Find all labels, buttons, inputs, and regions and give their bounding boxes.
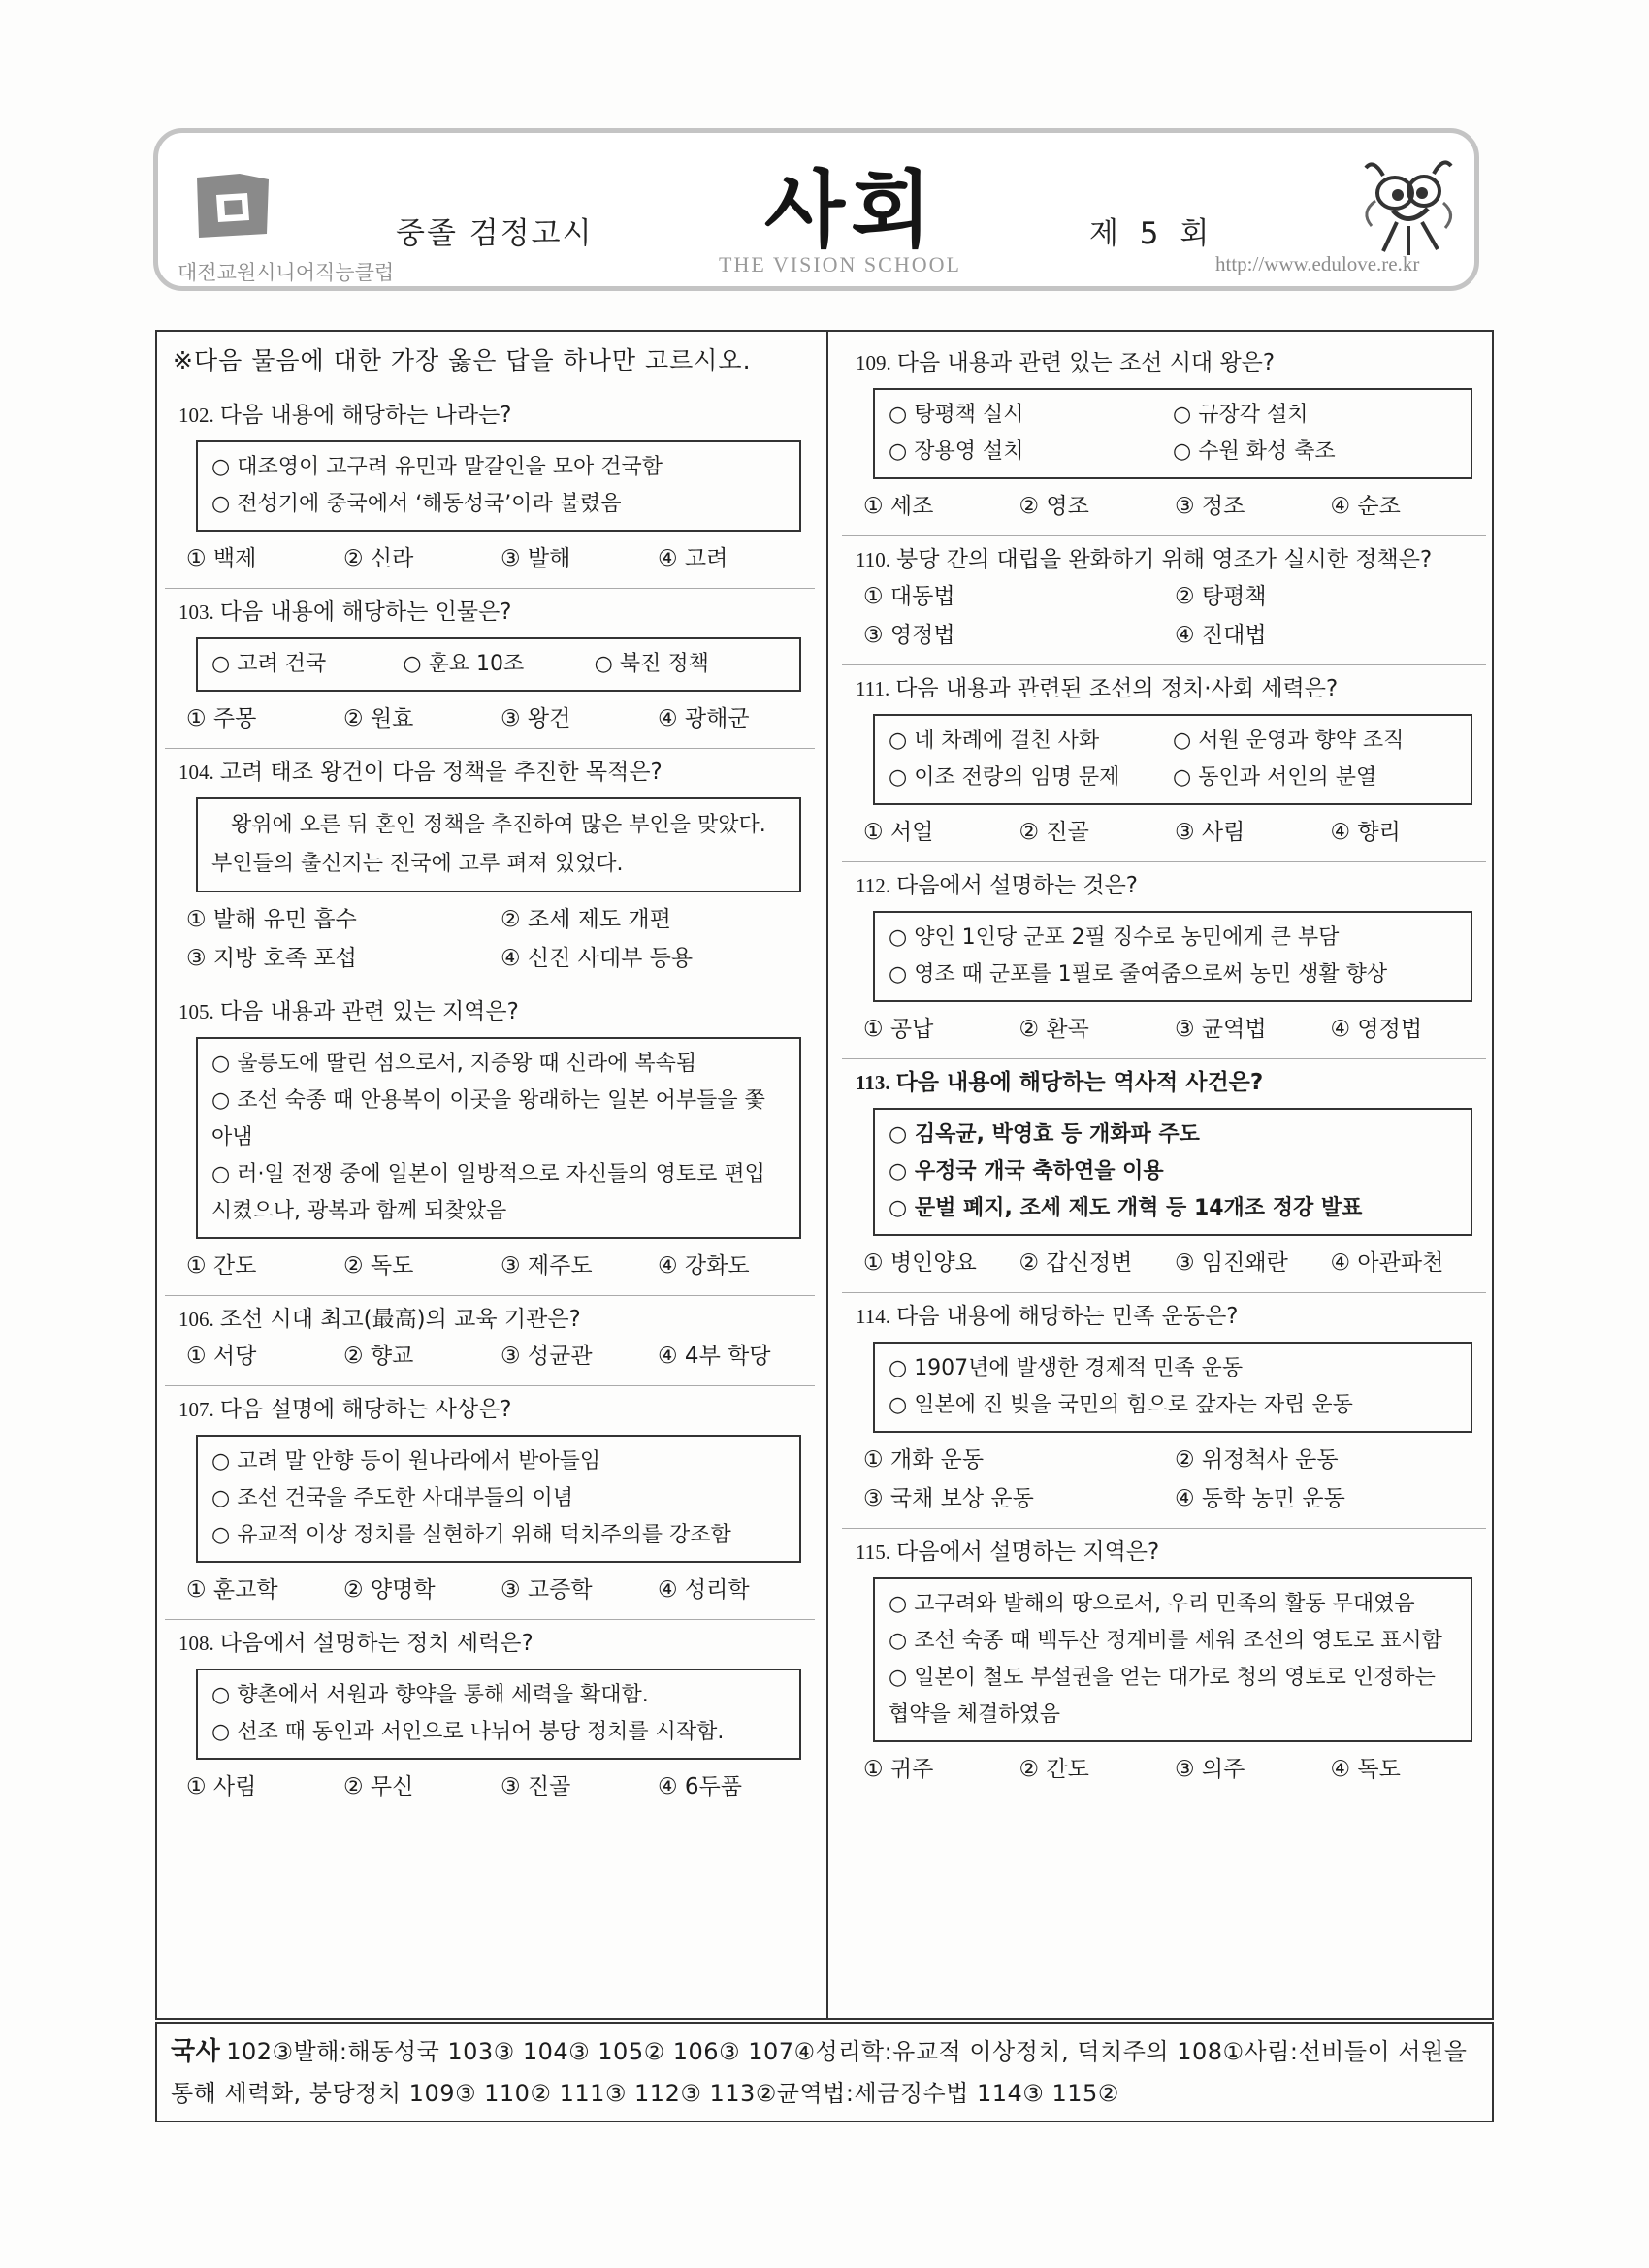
box-line: ○ 고려 말 안향 등이 원나라에서 받아들임 xyxy=(211,1449,601,1474)
question-text: 조선 시대 최고(最高)의 교육 기관은? xyxy=(219,1307,581,1332)
choice-4[interactable]: ④ 고려 xyxy=(658,546,728,571)
choice-2[interactable]: ② 독도 xyxy=(343,1253,414,1279)
box-line: ○ 1907년에 발생한 경제적 민족 운동 xyxy=(889,1356,1244,1380)
box-line: ○ 규장각 설치 xyxy=(1173,403,1309,427)
choice-3[interactable]: ③ 사림 xyxy=(1175,820,1245,845)
box-line: ○ 네 차례에 걸친 사화 xyxy=(889,729,1100,753)
question-number: 114. xyxy=(856,1305,890,1328)
question-108 xyxy=(165,1619,815,1816)
question-box: 왕위에 오른 뒤 혼인 정책을 추진하여 많은 부인을 맞았다. 부인들의 출신지는 전국에 고루 펴져 있었다. xyxy=(196,797,801,892)
answer-key-label: 국사 xyxy=(171,2037,221,2066)
choice-3[interactable]: ③ 왕건 xyxy=(501,706,571,731)
question-sheet xyxy=(155,330,1494,2020)
choice-3[interactable]: ③ 고증학 xyxy=(501,1577,593,1603)
choice-4[interactable]: ④ 광해군 xyxy=(658,706,750,731)
choice-3[interactable]: ③ 제주도 xyxy=(501,1253,593,1279)
question-text: 다음에서 설명하는 것은? xyxy=(895,873,1138,898)
box-line: ○ 대조영이 고구려 유민과 말갈인을 모아 건국함 xyxy=(211,455,663,479)
choice-4[interactable]: ④ 4부 학당 xyxy=(658,1344,771,1369)
box-line: ○ 고구려와 발해의 땅으로서, 우리 민족의 활동 무대였음 xyxy=(889,1592,1415,1616)
question-text: 붕당 간의 대립을 완화하기 위해 영조가 실시한 정책은? xyxy=(895,547,1433,572)
choice-3[interactable]: ③ 발해 xyxy=(501,546,571,571)
choice-1[interactable]: ① 귀주 xyxy=(863,1757,934,1782)
choice-1[interactable]: ① 세조 xyxy=(863,494,934,519)
question-number: 106. xyxy=(178,1308,214,1331)
question-text: 다음에서 설명하는 정치 세력은? xyxy=(219,1631,534,1656)
question-number: 104. xyxy=(178,761,214,784)
choice-3[interactable]: ③ 진골 xyxy=(501,1774,571,1799)
question-115 xyxy=(842,1528,1486,1798)
choice-2[interactable]: ② 조세 제도 개편 xyxy=(501,907,671,932)
choice-4[interactable]: ④ 순조 xyxy=(1330,494,1401,519)
box-line: ○ 훈요 10조 xyxy=(403,652,525,676)
box-line: ○ 울릉도에 딸린 섬으로서, 지증왕 때 신라에 복속됨 xyxy=(211,1052,697,1076)
box-line: ○ 조선 건국을 주도한 사대부들의 이념 xyxy=(211,1486,573,1510)
question-box xyxy=(196,1669,801,1760)
choice-3[interactable]: ③ 임진왜란 xyxy=(1175,1250,1288,1276)
question-text: 다음에서 설명하는 지역은? xyxy=(895,1539,1160,1565)
choice-3[interactable]: ③ 영정법 xyxy=(863,623,955,648)
choice-4[interactable]: ④ 진대법 xyxy=(1175,623,1267,648)
choice-1[interactable]: ① 공납 xyxy=(863,1017,934,1042)
right-column xyxy=(842,332,1486,1798)
choice-4[interactable]: ④ 6두품 xyxy=(658,1774,742,1799)
choice-4[interactable]: ④ 영정법 xyxy=(1330,1017,1423,1042)
choice-1[interactable]: ① 훈고학 xyxy=(186,1577,278,1603)
choice-1[interactable]: ① 대동법 xyxy=(863,584,955,609)
question-text: 다음 내용과 관련 있는 지역은? xyxy=(219,999,519,1024)
column-divider xyxy=(826,332,828,2020)
question-box xyxy=(873,1342,1472,1433)
question-number: 115. xyxy=(856,1540,890,1564)
question-113 xyxy=(842,1058,1486,1292)
choice-4[interactable]: ④ 강화도 xyxy=(658,1253,750,1279)
choice-2[interactable]: ② 위정척사 운동 xyxy=(1175,1447,1339,1473)
subject-title: 사회 xyxy=(764,162,938,259)
box-line: ○ 장용영 설치 xyxy=(889,439,1024,464)
question-box xyxy=(196,637,801,692)
question-number: 112. xyxy=(856,874,890,897)
exam-name: 중졸 검정고시 xyxy=(396,216,594,251)
choice-1[interactable]: ① 사림 xyxy=(186,1774,257,1799)
choice-1[interactable]: ① 백제 xyxy=(186,546,257,571)
question-text: 다음 내용과 관련 있는 조선 시대 왕은? xyxy=(896,350,1276,375)
question-104 xyxy=(165,748,815,988)
question-text: 고려 태조 왕건이 다음 정책을 추진한 목적은? xyxy=(219,760,663,785)
left-column xyxy=(165,332,815,1816)
question-text: 다음 설명에 해당하는 사상은? xyxy=(219,1397,512,1422)
question-number: 113. xyxy=(856,1071,890,1094)
box-line: ○ 우정국 개국 축하연을 이용 xyxy=(889,1159,1164,1183)
choice-3[interactable]: ③ 정조 xyxy=(1175,494,1245,519)
choice-3[interactable]: ③ 균역법 xyxy=(1175,1017,1267,1042)
exam-round: 제 5 회 xyxy=(1089,216,1215,251)
choice-1[interactable]: ① 서얼 xyxy=(863,820,934,845)
box-line: ○ 조선 숙종 때 안용복이 이곳을 왕래하는 일본 어부들을 쫓아냄 xyxy=(211,1088,765,1150)
choice-2[interactable]: ② 진골 xyxy=(1018,820,1089,845)
choice-2[interactable]: ② 신라 xyxy=(343,546,414,571)
question-number: 103. xyxy=(178,600,214,624)
box-line: ○ 양인 1인당 군포 2필 징수로 농민에게 큰 부담 xyxy=(889,925,1340,950)
choice-2[interactable]: ② 향교 xyxy=(343,1344,414,1369)
choice-2[interactable]: ② 탕평책 xyxy=(1175,584,1267,609)
question-text: 다음 내용에 해당하는 나라는? xyxy=(219,403,512,428)
choice-3[interactable]: ③ 지방 호족 포섭 xyxy=(186,946,357,971)
choice-4[interactable]: ④ 동학 농민 운동 xyxy=(1175,1486,1345,1511)
choice-1[interactable]: ① 주몽 xyxy=(186,706,257,731)
question-text: 다음 내용에 해당하는 역사적 사건은? xyxy=(895,1070,1264,1095)
box-line: ○ 수원 화성 축조 xyxy=(1173,439,1336,464)
question-111 xyxy=(842,664,1486,861)
choice-2[interactable]: ② 환곡 xyxy=(1018,1017,1089,1042)
exam-header xyxy=(153,128,1479,291)
question-107 xyxy=(165,1385,815,1619)
choice-4[interactable]: ④ 향리 xyxy=(1330,820,1401,845)
question-box xyxy=(873,714,1472,805)
question-103 xyxy=(165,588,815,748)
question-text: 다음 내용에 해당하는 인물은? xyxy=(219,599,512,625)
website-url: http://www.edulove.re.kr xyxy=(1215,252,1420,275)
question-number: 108. xyxy=(178,1632,214,1655)
choice-1[interactable]: ① 서당 xyxy=(186,1344,257,1369)
box-line: ○ 이조 전랑의 임명 문제 xyxy=(889,765,1120,790)
choice-4[interactable]: ④ 아관파천 xyxy=(1330,1250,1444,1276)
instruction: ※다음 물음에 대한 가장 옳은 답을 하나만 고르시오. xyxy=(173,346,752,374)
question-106 xyxy=(165,1295,815,1385)
club-logo-icon xyxy=(191,170,275,243)
question-114 xyxy=(842,1292,1486,1528)
choice-2[interactable]: ② 무신 xyxy=(343,1774,414,1799)
question-number: 107. xyxy=(178,1398,214,1421)
mascot-icon xyxy=(1354,154,1461,261)
question-box xyxy=(196,440,801,532)
question-number: 110. xyxy=(856,548,890,571)
choice-3[interactable]: ③ 국채 보상 운동 xyxy=(863,1486,1034,1511)
choice-2[interactable]: ② 갑신정변 xyxy=(1018,1250,1133,1276)
box-line: ○ 향촌에서 서원과 향약을 통해 세력을 확대함. xyxy=(211,1683,649,1707)
choice-1[interactable]: ① 병인양요 xyxy=(863,1250,977,1276)
choice-1[interactable]: ① 개화 운동 xyxy=(863,1447,985,1473)
box-line: ○ 김옥균, 박영효 등 개화파 주도 xyxy=(889,1122,1200,1147)
choice-2[interactable]: ② 원효 xyxy=(343,706,414,731)
answer-key xyxy=(155,2022,1494,2122)
box-line: ○ 동인과 서인의 분열 xyxy=(1173,765,1377,790)
question-109 xyxy=(842,332,1486,535)
box-line: ○ 영조 때 군포를 1필로 줄여줌으로써 농민 생활 향상 xyxy=(889,962,1388,987)
box-line: ○ 조선 숙종 때 백두산 정계비를 세워 조선의 영토로 표시함 xyxy=(889,1629,1442,1653)
choice-2[interactable]: ② 양명학 xyxy=(343,1577,436,1603)
question-102 xyxy=(165,392,815,588)
question-text: 다음 내용과 관련된 조선의 정치·사회 세력은? xyxy=(895,676,1339,701)
choice-4[interactable]: ④ 독도 xyxy=(1330,1757,1401,1782)
box-line: ○ 서원 운영과 향약 조직 xyxy=(1173,729,1405,753)
question-box xyxy=(873,388,1472,479)
question-box xyxy=(196,1037,801,1239)
choice-2[interactable]: ② 영조 xyxy=(1018,494,1089,519)
choice-1[interactable]: ① 발해 유민 흡수 xyxy=(186,907,357,932)
question-box xyxy=(873,1108,1472,1236)
club-name: 대전교원시니어직능클럽 xyxy=(178,261,395,284)
school-name: THE VISION SCHOOL xyxy=(719,252,961,276)
box-line: ○ 선조 때 동인과 서인으로 나뉘어 붕당 정치를 시작함. xyxy=(211,1720,725,1744)
choice-4[interactable]: ④ 성리학 xyxy=(658,1577,750,1603)
choice-3[interactable]: ③ 성균관 xyxy=(501,1344,593,1369)
question-110 xyxy=(842,535,1486,664)
question-number: 111. xyxy=(856,677,890,700)
question-box xyxy=(196,1435,801,1563)
box-line: ○ 고려 건국 xyxy=(211,652,327,676)
choice-2[interactable]: ② 간도 xyxy=(1018,1757,1089,1782)
box-line: ○ 러·일 전쟁 중에 일본이 일방적으로 자신들의 영토로 편입시켰으나, 광복과 함께 되찾았음 xyxy=(211,1162,765,1223)
question-box xyxy=(873,1577,1472,1742)
question-number: 102. xyxy=(178,404,214,427)
question-number: 105. xyxy=(178,1000,214,1023)
question-number: 109. xyxy=(856,351,891,374)
box-line: ○ 북진 정책 xyxy=(594,652,709,676)
question-text: 다음 내용에 해당하는 민족 운동은? xyxy=(895,1304,1239,1329)
box-line: ○ 일본에 진 빚을 국민의 힘으로 갚자는 자립 운동 xyxy=(889,1393,1353,1417)
question-105 xyxy=(165,988,815,1295)
box-line: ○ 문벌 폐지, 조세 제도 개혁 등 14개조 정강 발표 xyxy=(889,1196,1363,1220)
answer-key-text: 102③발해:해동성국 103③ 104③ 105② 106③ 107④성리학:유교적 이상정치, 덕치주의 108①사림:선비들이 서원을 통해 세력화, 붕당정치 109③ 110② 111③ 112③ 113②균역법:세금징수법 114③ 115② xyxy=(171,2038,1468,2107)
question-112 xyxy=(842,861,1486,1058)
box-line: ○ 유교적 이상 정치를 실현하기 위해 덕치주의를 강조함 xyxy=(211,1523,731,1547)
box-line: ○ 일본이 철도 부설권을 얻는 대가로 청의 영토로 인정하는 협약을 체결하였음 xyxy=(889,1666,1436,1727)
choice-3[interactable]: ③ 의주 xyxy=(1175,1757,1245,1782)
box-line: ○ 탕평책 실시 xyxy=(889,403,1024,427)
choice-4[interactable]: ④ 신진 사대부 등용 xyxy=(501,946,694,971)
question-box xyxy=(873,911,1472,1002)
box-line: ○ 전성기에 중국에서 ‘해동성국’이라 불렸음 xyxy=(211,492,622,516)
choice-1[interactable]: ① 간도 xyxy=(186,1253,257,1279)
